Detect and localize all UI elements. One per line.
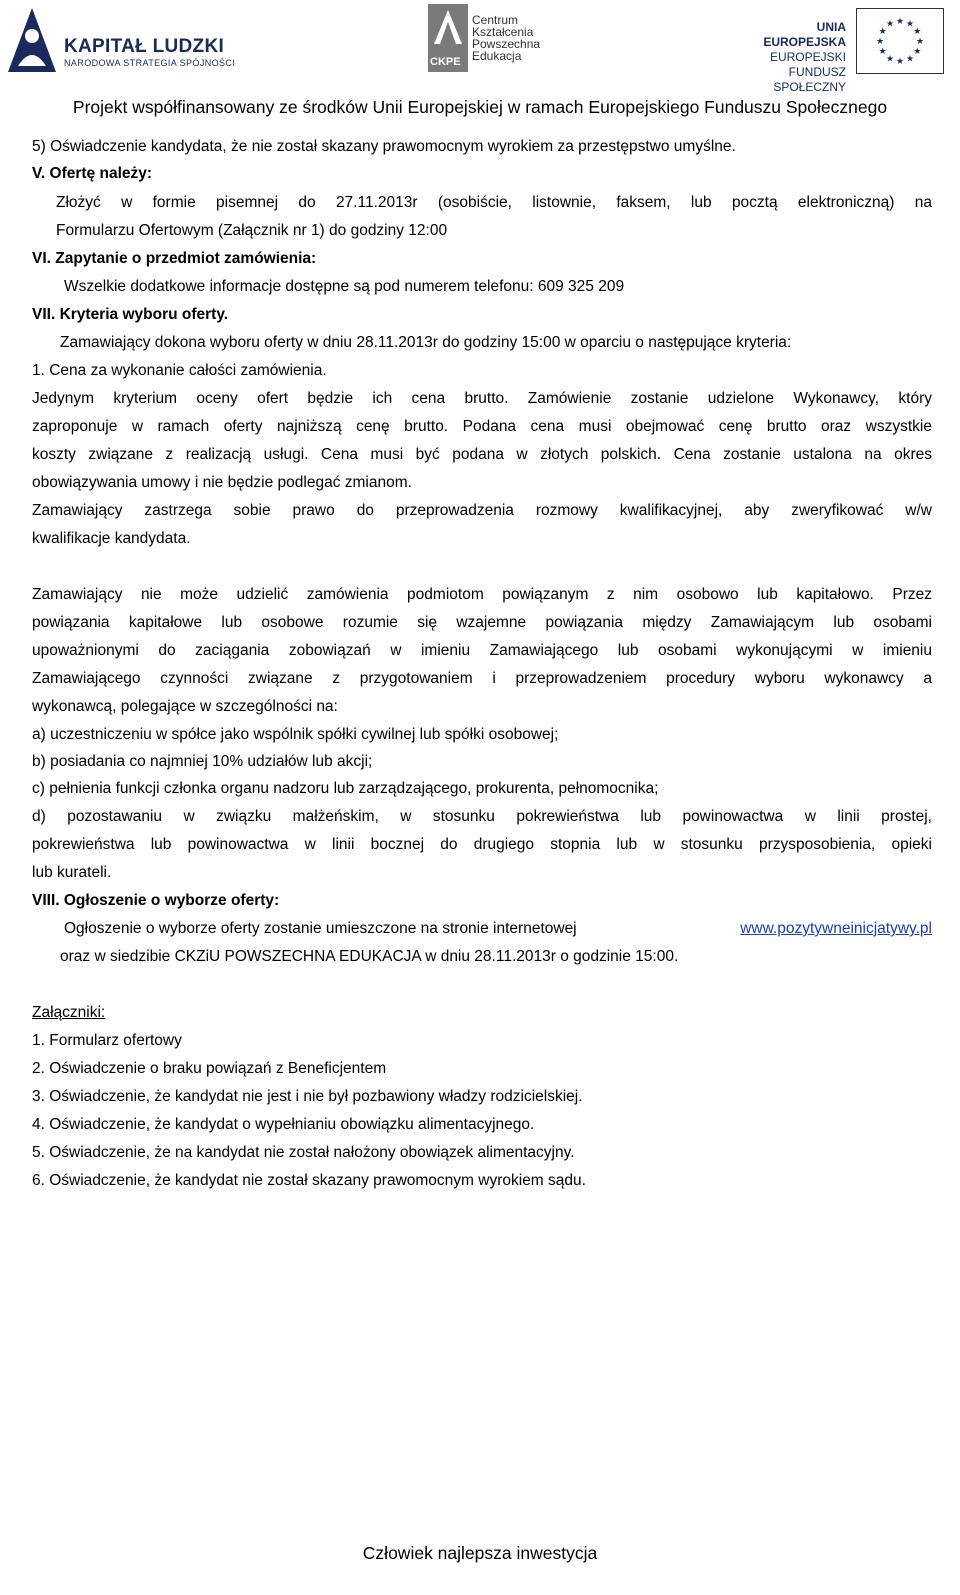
eu-star-icon: ★: [915, 36, 925, 46]
section-vii-line-7: Zamawiający zastrzega sobie prawo do przeprowadzenia rozmowy kwalifikacyjnej, aby zweryfikować w/w: [32, 502, 932, 519]
section-viii-line-1: [64, 920, 932, 938]
eu-star-icon: ★: [905, 18, 915, 29]
ckpe-line-1: Centrum: [472, 13, 519, 27]
ckpe-emblem: [428, 4, 468, 72]
eu-star-icon: ★: [905, 53, 915, 64]
section-viii-heading: VIII. Ogłoszenie o wyborze oferty:: [32, 892, 280, 909]
eu-line-1: UNIA EUROPEJSKA: [763, 20, 846, 49]
eu-star-icon: ★: [913, 46, 922, 56]
eu-star-icon: ★: [875, 36, 885, 46]
eu-star-icon: ★: [895, 56, 905, 66]
relations-line-5: wykonawcą, polegające w szczególności na:: [32, 698, 338, 715]
attachments-heading: Załączniki:: [32, 1004, 106, 1021]
relations-item-b: b) posiadania co najmniej 10% udziałów lub akcji;: [32, 753, 373, 770]
kapital-ludzki-subtitle: NARODOWA STRATEGIA SPÓJNOŚCI: [64, 58, 236, 68]
relations-line-3: upoważnionymi do zaciągania zobowiązań w imieniu Zamawiającego lub osobami wykonującymi w imieniu: [32, 642, 932, 659]
section-vii-line-5: koszty związane z realizacją usługi. Cena musi być podana w złotych polskich. Cena zostanie ustalona na okres: [32, 446, 932, 463]
relations-item-d-line-2: pokrewieństwa lub powinowactwa w linii bocznej do drugiego stopnia lub w stosunku przysposobienia, opieki: [32, 836, 932, 853]
relations-item-d-line-3: lub kurateli.: [32, 864, 112, 881]
ckpe-line-3: Powszechna: [472, 37, 541, 51]
section-vii-line-4: zaproponuje w ramach oferty najniższą cenę brutto. Podana cena musi obejmować cenę brutto oraz wszystkie: [32, 418, 932, 435]
ckpe-logo: [428, 4, 558, 74]
eu-text: [740, 20, 846, 95]
section-vii-line-6: obowiązywania umowy i nie będzie podlegać zmianom.: [32, 474, 412, 491]
section-vii-line-1: Zamawiający dokona wyboru oferty w dniu 28.11.2013r do godziny 15:00 w oparciu o następujące kryteria:: [60, 334, 792, 351]
attachment-item: 1. Formularz ofertowy: [32, 1032, 182, 1049]
ckpe-figure-icon: [428, 4, 468, 50]
section-vii-heading: VII. Kryteria wyboru oferty.: [32, 306, 229, 323]
section-v-line-2: Formularzu Ofertowym (Załącznik nr 1) do godziny 12:00: [56, 222, 448, 239]
header-logos: [0, 0, 960, 94]
requirement-5: 5) Oświadczenie kandydata, że nie został skazany prawomocnym wyrokiem za przestępstwo umyślne.: [32, 138, 736, 155]
attachment-item: 5. Oświadczenie, że na kandydat nie został nałożony obowiązek alimentacyjny.: [32, 1144, 575, 1161]
kapital-ludzki-title: KAPITAŁ LUDZKI: [64, 36, 225, 57]
section-vi-line-1: Wszelkie dodatkowe informacje dostępne są pod numerem telefonu: 609 325 209: [64, 278, 625, 295]
eu-star-icon: ★: [878, 46, 887, 56]
relations-line-2: powiązania kapitałowe lub osobowe rozumie się wzajemne powiązania między Zamawiającym lub osobami: [32, 614, 932, 631]
attachment-item: 6. Oświadczenie, że kandydat nie został skazany prawomocnym wyrokiem sądu.: [32, 1172, 586, 1189]
section-v-heading: V. Ofertę należy:: [32, 165, 153, 182]
eu-flag-icon: [856, 8, 944, 74]
eu-star-icon: ★: [913, 26, 922, 36]
relations-item-c: c) pełnienia funkcji członka organu nadzoru lub zarządzającego, prokurenta, pełnomocnika;: [32, 780, 659, 797]
section-vi-heading: VI. Zapytanie o przedmiot zamówienia:: [32, 250, 317, 267]
relations-item-a: a) uczestniczeniu w spółce jako wspólnik spółki cywilnej lub spółki osobowej;: [32, 726, 559, 743]
footer-slogan: Człowiek najlepsza inwestycja: [362, 1543, 598, 1563]
eu-star-icon: ★: [885, 53, 895, 64]
ckpe-line-4: Edukacja: [472, 49, 522, 63]
relations-line-4: Zamawiającego czynności związane z przygotowaniem i przeprowadzeniem procedury wyboru wykonawcy a: [32, 670, 932, 687]
website-link[interactable]: www.pozytywneinicjatywy.pl: [740, 920, 932, 937]
ckpe-line-2: Kształcenia: [472, 25, 534, 39]
attachment-item: 4. Oświadczenie, że kandydat o wypełnianiu obowiązku alimentacyjnego.: [32, 1116, 535, 1133]
section-v-line-1: Złożyć w formie pisemnej do 27.11.2013r (osobiście, listownie, faksem, lub pocztą elektroniczną) na: [56, 194, 932, 211]
relations-item-d-line-1: d) pozostawaniu w związku małżeńskim, w stosunku pokrewieństwa lub powinowactwa w linii prostej,: [32, 808, 932, 825]
eu-star-icon: ★: [895, 16, 905, 26]
attachment-item: 3. Oświadczenie, że kandydat nie jest i nie był pozbawiony władzy rodzicielskiej.: [32, 1088, 583, 1105]
eu-star-icon: ★: [878, 26, 887, 36]
eu-star-icon: ★: [885, 18, 895, 29]
eu-line-3: FUNDUSZ SPOŁECZNY: [773, 65, 846, 94]
section-vii-line-3: Jedynym kryterium oceny ofert będzie ich cena brutto. Zamówienie zostanie udzielone Wykonawcy, który: [32, 390, 932, 407]
section-viii-line-2: oraz w siedzibie CKZiU POWSZECHNA EDUKACJA w dniu 28.11.2013r o godzinie 15:00.: [60, 948, 679, 965]
section-viii-text: Ogłoszenie o wyborze oferty zostanie umieszczone na stronie internetowej: [64, 920, 577, 937]
section-vii-line-8: kwalifikacje kandydata.: [32, 530, 191, 547]
cofinancing-note: Projekt współfinansowany ze środków Unii Europejskiej w ramach Europejskiego Funduszu Społecznego: [72, 97, 888, 117]
ckpe-name: [472, 14, 540, 62]
section-vii-criterion-1: 1. Cena za wykonanie całości zamówienia.: [32, 362, 327, 379]
ckpe-abbreviation: CKPE: [430, 56, 461, 68]
attachment-item: 2. Oświadczenie o braku powiązań z Beneficjentem: [32, 1060, 387, 1077]
kapital-ludzki-emblem-icon: [6, 6, 58, 74]
eu-line-2: EUROPEJSKI: [769, 50, 846, 64]
relations-line-1: Zamawiający nie może udzielić zamówienia podmiotom powiązanym z nim osobowo lub kapitałowo. Przez: [32, 586, 932, 603]
kapital-ludzki-logo: [6, 6, 236, 76]
eu-logo: [740, 4, 950, 94]
